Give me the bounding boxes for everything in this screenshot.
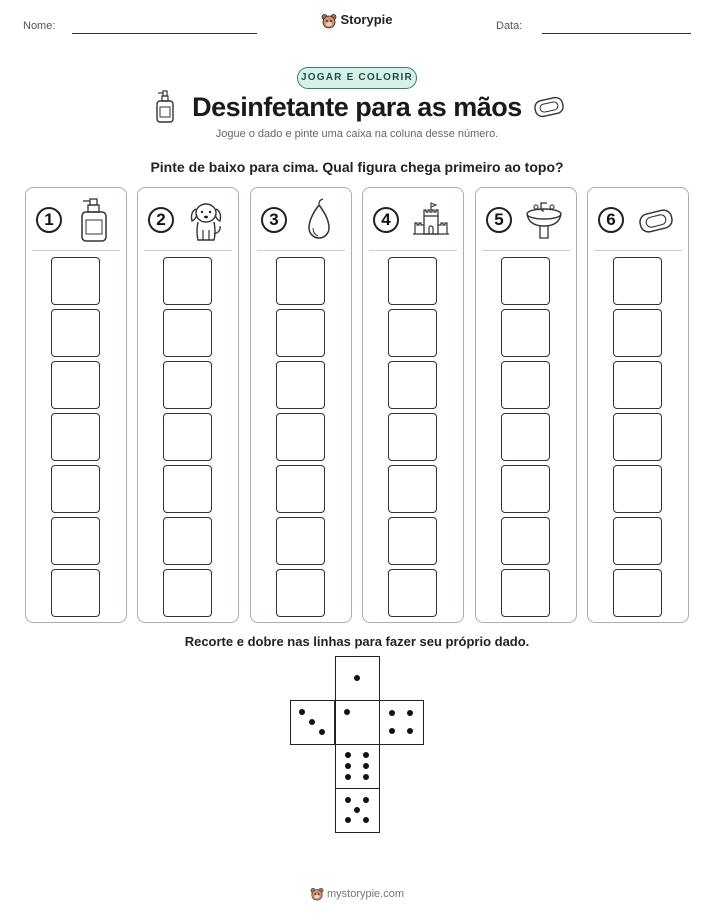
color-box[interactable]	[388, 569, 437, 617]
column-number: 2	[148, 207, 174, 233]
color-box[interactable]	[501, 465, 550, 513]
color-box[interactable]	[276, 569, 325, 617]
die-face-4	[379, 700, 424, 745]
color-box[interactable]	[501, 413, 550, 461]
hand-sanitizer-icon	[74, 196, 114, 244]
color-box[interactable]	[501, 257, 550, 305]
cut-instruction: Recorte e dobre nas linhas para fazer seu próprio dado.	[184, 634, 530, 649]
pip	[407, 710, 413, 716]
color-box[interactable]	[163, 361, 212, 409]
column-divider	[369, 250, 457, 251]
color-box[interactable]	[276, 465, 325, 513]
color-box[interactable]	[388, 517, 437, 565]
date-line	[542, 33, 691, 34]
color-box[interactable]	[501, 361, 550, 409]
soap-bar-icon	[533, 96, 565, 118]
column-5	[475, 187, 577, 623]
pip	[363, 817, 369, 823]
category-badge: JOGAR E COLORIR	[297, 67, 417, 89]
color-box[interactable]	[388, 465, 437, 513]
pip	[363, 752, 369, 758]
column-number: 6	[598, 207, 624, 233]
color-box[interactable]	[51, 517, 100, 565]
pip	[363, 797, 369, 803]
color-box[interactable]	[51, 569, 100, 617]
column-divider	[144, 250, 232, 251]
color-box[interactable]	[51, 465, 100, 513]
pip	[345, 752, 351, 758]
footer-url[interactable]: mystorypie.com	[326, 887, 405, 900]
color-box[interactable]	[276, 309, 325, 357]
die-face-3	[290, 700, 335, 745]
color-box[interactable]	[163, 465, 212, 513]
page-title: Desinfetante para as mãos	[192, 92, 522, 122]
column-number: 4	[373, 207, 399, 233]
pip	[309, 719, 315, 725]
color-box[interactable]	[163, 413, 212, 461]
color-box[interactable]	[613, 257, 662, 305]
column-divider	[482, 250, 570, 251]
column-divider	[594, 250, 682, 251]
pip	[363, 774, 369, 780]
color-box[interactable]	[388, 257, 437, 305]
pip	[299, 709, 305, 715]
color-box[interactable]	[501, 517, 550, 565]
puppy-icon	[186, 196, 226, 244]
pip	[345, 797, 351, 803]
color-box[interactable]	[51, 361, 100, 409]
sink-icon	[524, 196, 564, 244]
water-drop-icon	[299, 196, 339, 244]
color-box[interactable]	[388, 309, 437, 357]
die-face-1	[335, 656, 380, 701]
color-box[interactable]	[163, 569, 212, 617]
name-label: Nome:	[23, 20, 56, 32]
color-box[interactable]	[276, 517, 325, 565]
color-box[interactable]	[276, 257, 325, 305]
column-6	[587, 187, 689, 623]
color-box[interactable]	[163, 257, 212, 305]
brand-name: Storypie	[340, 12, 393, 27]
pip	[345, 774, 351, 780]
subtitle: Jogue o dado e pinte uma caixa na coluna desse número.	[215, 128, 499, 140]
pip	[407, 728, 413, 734]
color-box[interactable]	[51, 257, 100, 305]
die-face-6	[335, 744, 380, 789]
pip	[354, 807, 360, 813]
pip	[354, 675, 360, 681]
column-4	[362, 187, 464, 623]
column-divider	[32, 250, 120, 251]
color-box[interactable]	[163, 309, 212, 357]
footer	[0, 887, 714, 901]
color-box[interactable]	[501, 569, 550, 617]
column-1	[25, 187, 127, 623]
color-box[interactable]	[613, 465, 662, 513]
color-box[interactable]	[388, 361, 437, 409]
column-number: 3	[261, 207, 287, 233]
column-number: 5	[486, 207, 512, 233]
column-number: 1	[36, 207, 62, 233]
color-box[interactable]	[501, 309, 550, 357]
color-box[interactable]	[276, 361, 325, 409]
pip	[319, 729, 325, 735]
date-label: Data:	[496, 20, 523, 32]
column-3	[250, 187, 352, 623]
pip	[389, 728, 395, 734]
pip	[345, 763, 351, 769]
color-box[interactable]	[613, 361, 662, 409]
bear-logo-icon	[321, 13, 337, 29]
color-box[interactable]	[388, 413, 437, 461]
color-box[interactable]	[613, 517, 662, 565]
soap-bar-icon	[636, 196, 676, 244]
die-face-1	[335, 700, 380, 745]
die-face-5	[335, 788, 380, 833]
pip	[389, 710, 395, 716]
name-line	[72, 33, 257, 34]
color-box[interactable]	[613, 413, 662, 461]
pip	[344, 709, 350, 715]
color-box[interactable]	[613, 309, 662, 357]
color-box[interactable]	[51, 413, 100, 461]
color-box[interactable]	[51, 309, 100, 357]
brand-logo	[0, 12, 714, 29]
pip	[363, 763, 369, 769]
color-box[interactable]	[163, 517, 212, 565]
instruction-text: Pinte de baixo para cima. Qual figura chega primeiro ao topo?	[150, 159, 564, 175]
column-2	[137, 187, 239, 623]
pip	[345, 817, 351, 823]
column-divider	[257, 250, 345, 251]
color-box[interactable]	[276, 413, 325, 461]
sandcastle-icon	[411, 196, 451, 244]
color-box[interactable]	[613, 569, 662, 617]
bear-logo-icon	[310, 887, 324, 901]
